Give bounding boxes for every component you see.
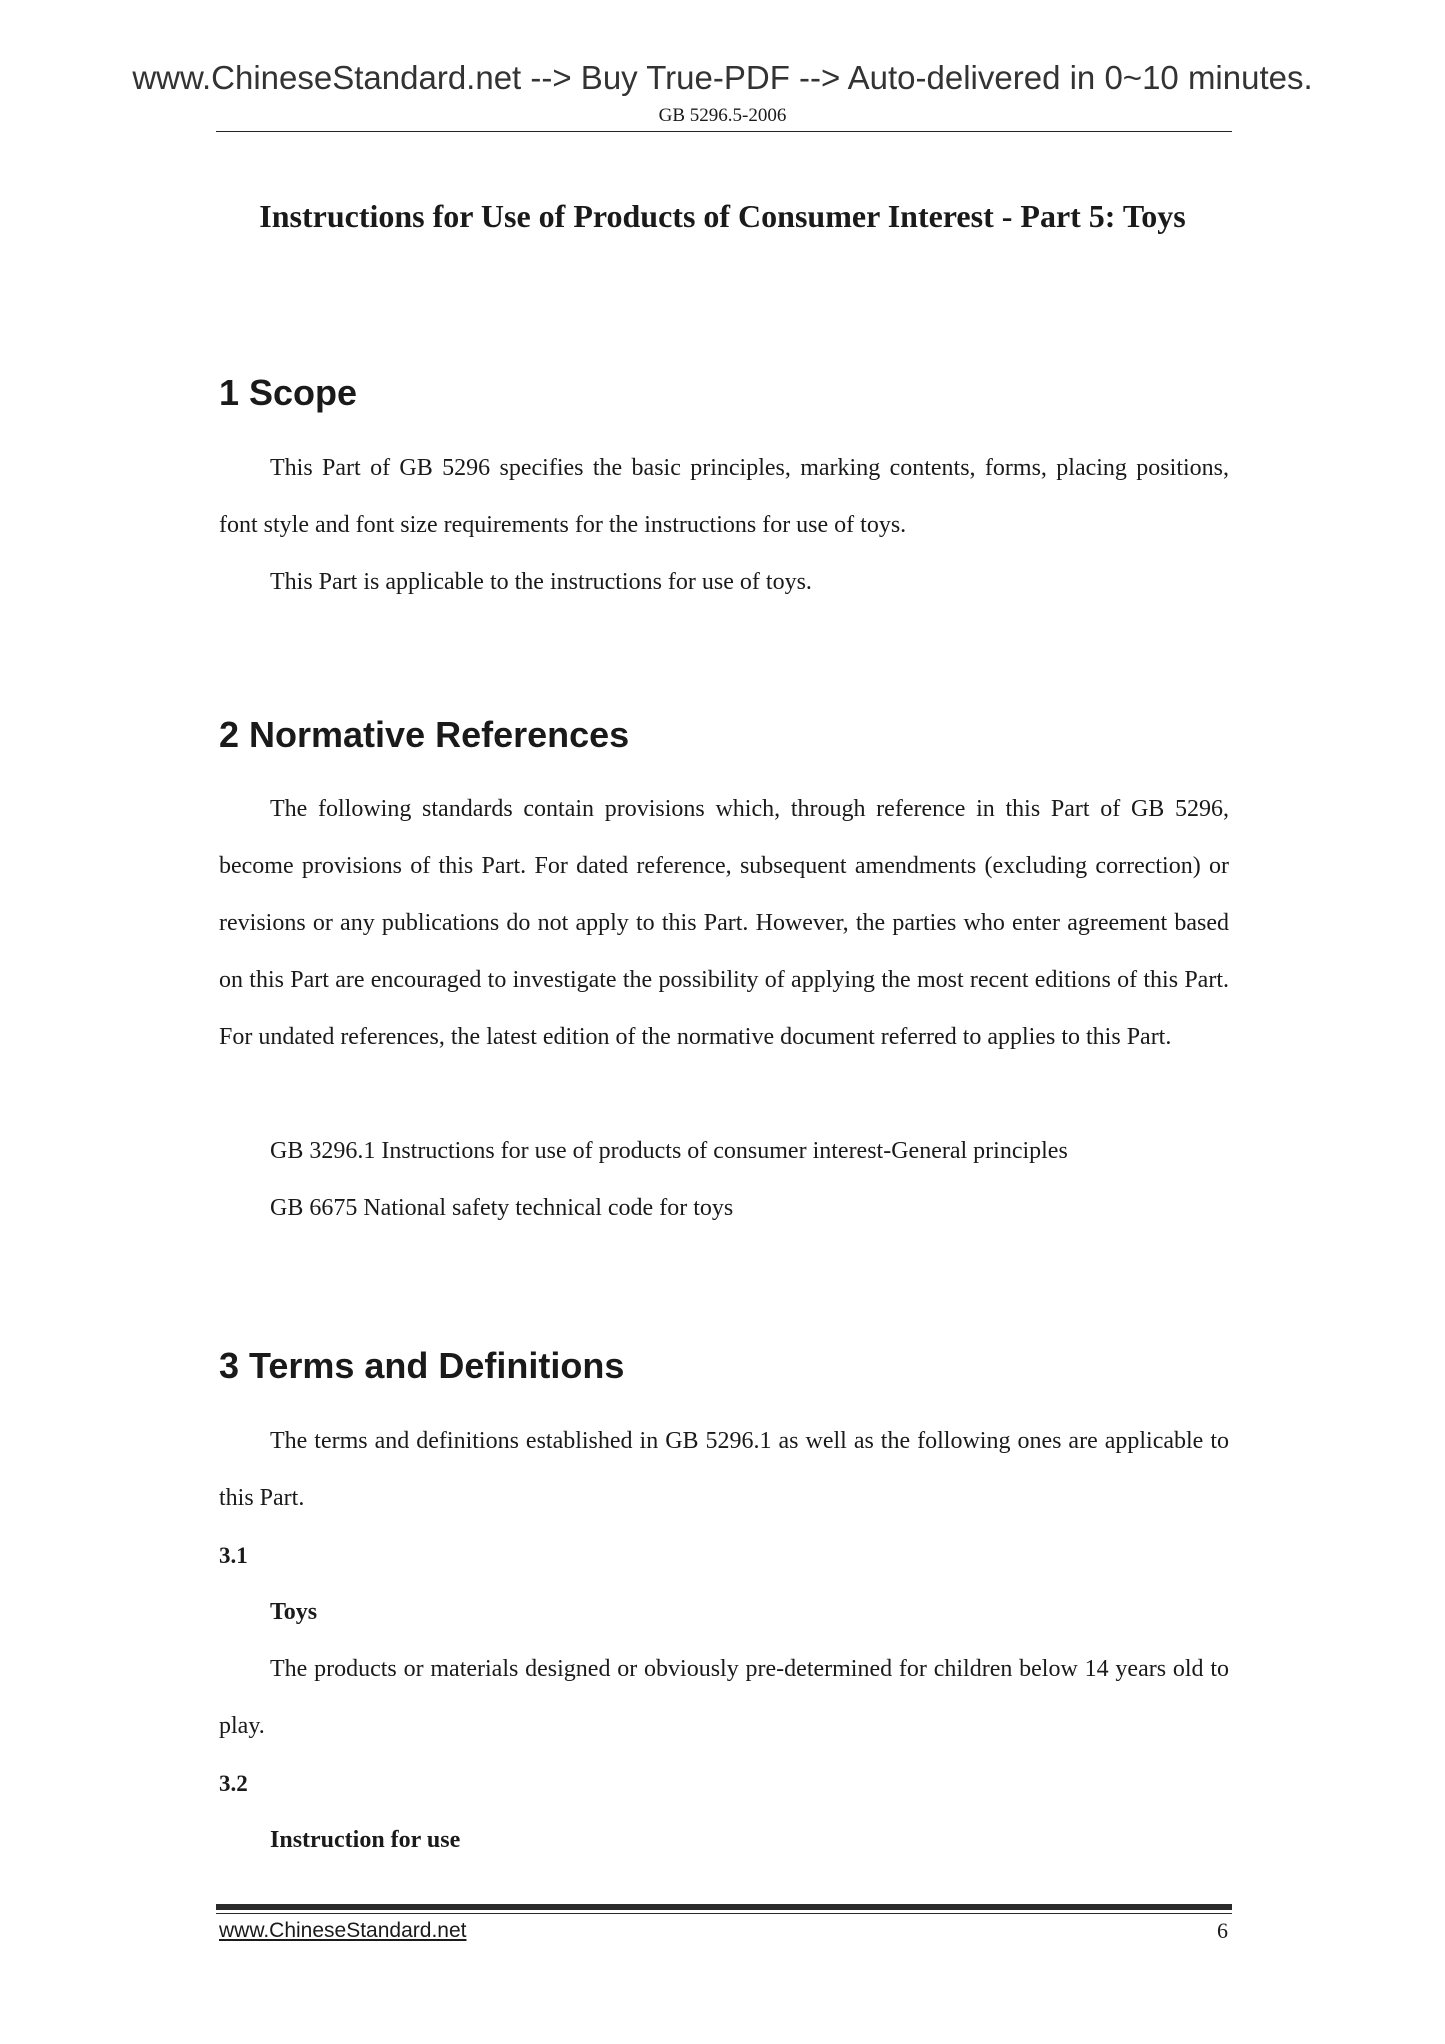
term-name: Instruction for use — [270, 1827, 461, 1853]
term-definition: The products or materials designed or obviously pre-determined for children below 14 years old to play. — [219, 1656, 1229, 1739]
site-banner: www.ChineseStandard.net --> Buy True-PDF --> Auto-delivered in 0~10 minutes. — [132, 59, 1313, 96]
term-number: 3.1 — [219, 1543, 248, 1568]
term-name: Toys — [270, 1599, 318, 1625]
terms-paragraph: The terms and definitions established in GB 5296.1 as well as the following ones are applicable to this Part. — [219, 1428, 1229, 1511]
section-heading-terms: 3 Terms and Definitions — [219, 1345, 625, 1386]
standard-code: GB 5296.5-2006 — [658, 105, 787, 126]
reference-item: GB 3296.1 Instructions for use of products of consumer interest-General principles — [270, 1138, 1068, 1164]
page-number: 6 — [1217, 1918, 1228, 1943]
term-number: 3.2 — [219, 1771, 248, 1796]
reference-item: GB 6675 National safety technical code for toys — [270, 1195, 734, 1221]
footer-site-link[interactable]: www.ChineseStandard.net — [219, 1919, 467, 1942]
scope-paragraph-1: This Part of GB 5296 specifies the basic principles, marking contents, forms, placing positions, font style and font size requirements for the instructions for use of toys. — [219, 455, 1229, 538]
header-divider — [216, 131, 1232, 132]
section-heading-scope: 1 Scope — [219, 372, 358, 413]
section-heading-normative-references: 2 Normative References — [219, 714, 630, 755]
scope-paragraph-2: This Part is applicable to the instructions for use of toys. — [270, 569, 812, 595]
normative-paragraph: The following standards contain provisions which, through reference in this Part of GB 5296, become provisions of this Part. For dated reference, subsequent amendments (excluding correction) or revisions or any publications do not apply to this Part. However, the parties who enter agreement based on this Part are encouraged to investigate the possibility of applying the most recent editions of this Part. For undated references, the latest edition of the normative document referred to applies to this Part. — [219, 796, 1229, 1050]
footer-divider-thin — [216, 1913, 1232, 1914]
footer-divider — [216, 1904, 1232, 1910]
document-title: Instructions for Use of Products of Consumer Interest - Part 5: Toys — [259, 198, 1186, 234]
